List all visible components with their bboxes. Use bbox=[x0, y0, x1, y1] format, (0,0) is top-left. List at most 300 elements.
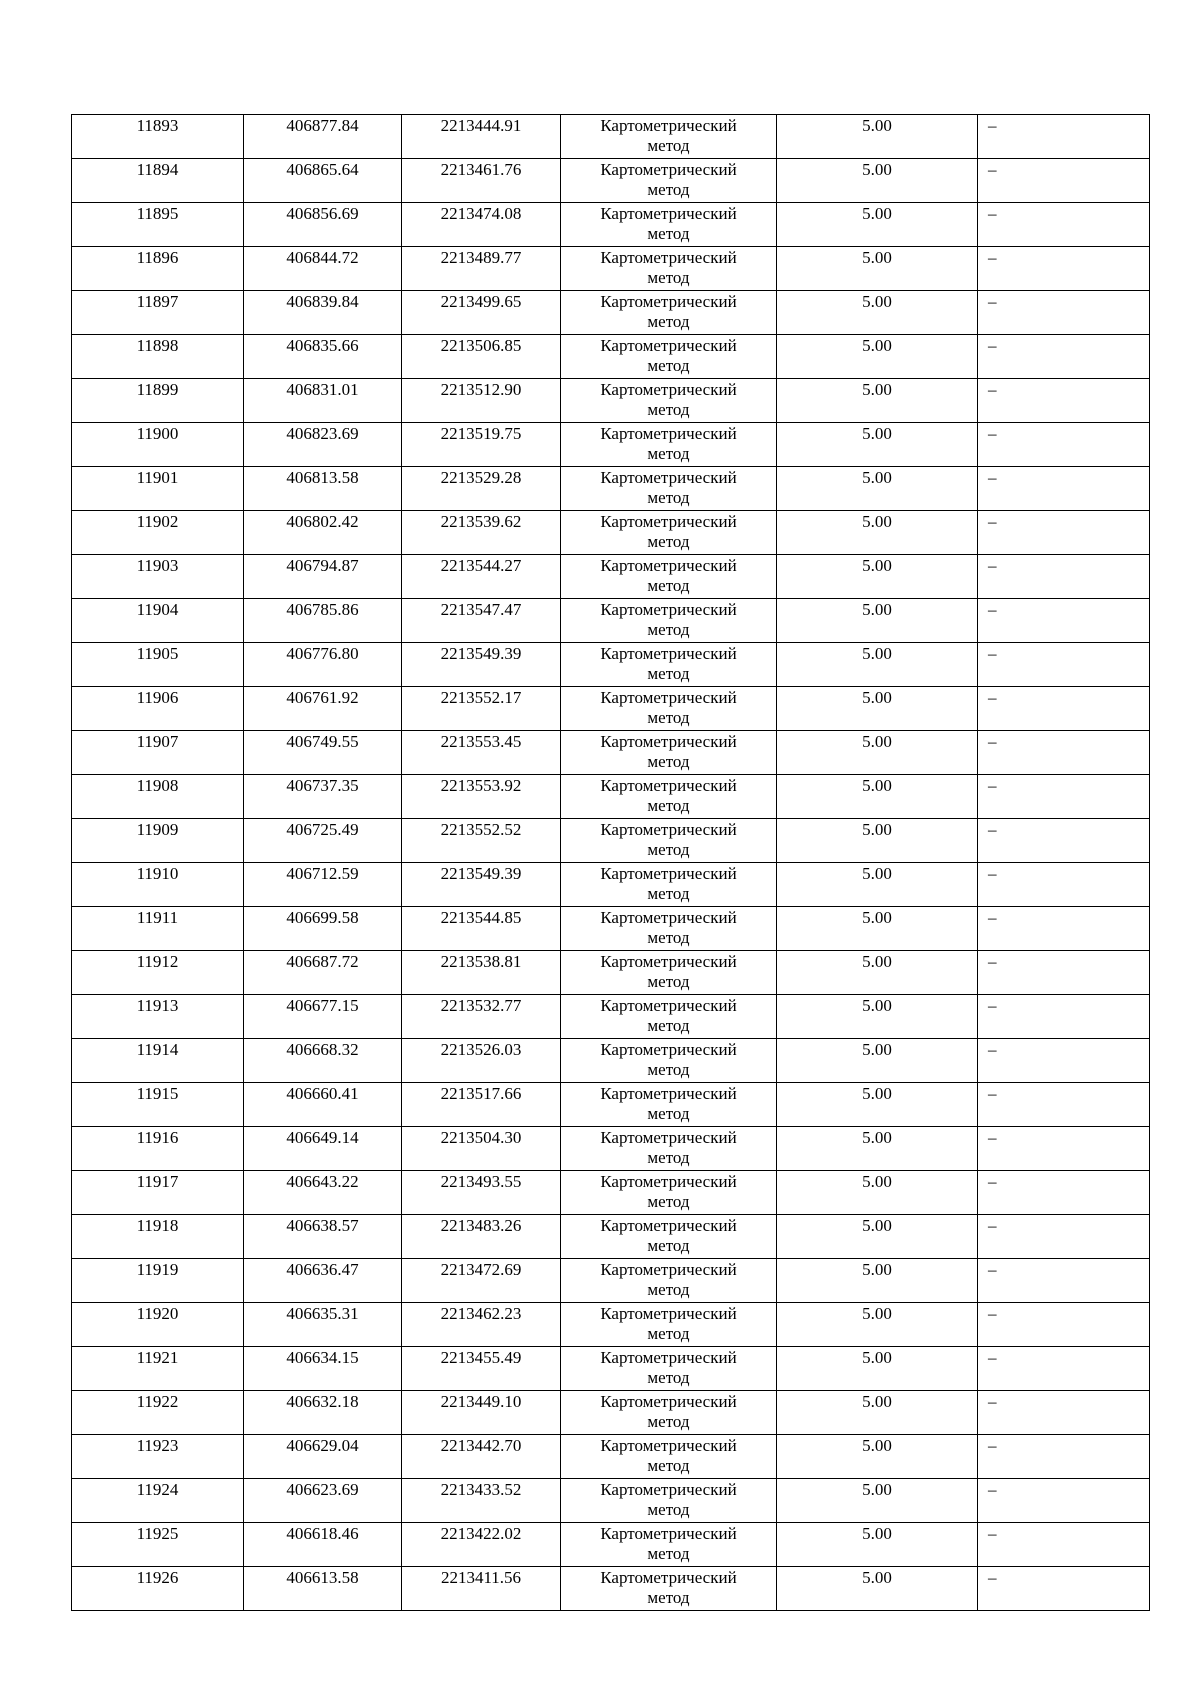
x-coordinate-cell: 406643.22 bbox=[244, 1171, 402, 1215]
note-cell: – bbox=[978, 1039, 1150, 1083]
method-line2: метод bbox=[647, 1456, 690, 1475]
method-line2: метод bbox=[647, 1236, 690, 1255]
method-cell bbox=[561, 1215, 777, 1259]
x-coordinate-cell: 406839.84 bbox=[244, 291, 402, 335]
x-coordinate-cell: 406649.14 bbox=[244, 1127, 402, 1171]
note-cell: – bbox=[978, 775, 1150, 819]
point-number-cell: 11913 bbox=[72, 995, 244, 1039]
point-number-cell: 11914 bbox=[72, 1039, 244, 1083]
method-cell bbox=[561, 511, 777, 555]
method-cell bbox=[561, 1259, 777, 1303]
method-line1: Картометрический bbox=[600, 556, 737, 575]
accuracy-cell: 5.00 bbox=[777, 1567, 978, 1611]
table-row bbox=[72, 467, 1150, 511]
point-number-cell: 11919 bbox=[72, 1259, 244, 1303]
point-number-cell: 11920 bbox=[72, 1303, 244, 1347]
table-row bbox=[72, 643, 1150, 687]
accuracy-cell: 5.00 bbox=[777, 115, 978, 159]
table-row bbox=[72, 291, 1150, 335]
method-cell bbox=[561, 247, 777, 291]
note-cell: – bbox=[978, 1567, 1150, 1611]
table-row bbox=[72, 687, 1150, 731]
method-line2: метод bbox=[647, 1412, 690, 1431]
method-line1: Картометрический bbox=[600, 732, 737, 751]
method-cell bbox=[561, 423, 777, 467]
table-row bbox=[72, 115, 1150, 159]
y-coordinate-cell: 2213529.28 bbox=[402, 467, 561, 511]
method-cell bbox=[561, 1083, 777, 1127]
table-row bbox=[72, 907, 1150, 951]
accuracy-cell: 5.00 bbox=[777, 247, 978, 291]
point-number-cell: 11915 bbox=[72, 1083, 244, 1127]
y-coordinate-cell: 2213549.39 bbox=[402, 643, 561, 687]
method-line2: метод bbox=[647, 532, 690, 551]
method-line1: Картометрический bbox=[600, 996, 737, 1015]
method-line1: Картометрический bbox=[600, 776, 737, 795]
x-coordinate-cell: 406660.41 bbox=[244, 1083, 402, 1127]
x-coordinate-cell: 406737.35 bbox=[244, 775, 402, 819]
method-line2: метод bbox=[647, 312, 690, 331]
method-line2: метод bbox=[647, 708, 690, 727]
table-row bbox=[72, 379, 1150, 423]
accuracy-cell: 5.00 bbox=[777, 1523, 978, 1567]
method-cell bbox=[561, 203, 777, 247]
point-number-cell: 11916 bbox=[72, 1127, 244, 1171]
y-coordinate-cell: 2213462.23 bbox=[402, 1303, 561, 1347]
x-coordinate-cell: 406823.69 bbox=[244, 423, 402, 467]
method-line1: Картометрический bbox=[600, 248, 737, 267]
method-cell bbox=[561, 555, 777, 599]
y-coordinate-cell: 2213472.69 bbox=[402, 1259, 561, 1303]
method-cell bbox=[561, 1347, 777, 1391]
x-coordinate-cell: 406677.15 bbox=[244, 995, 402, 1039]
note-cell: – bbox=[978, 863, 1150, 907]
point-number-cell: 11918 bbox=[72, 1215, 244, 1259]
accuracy-cell: 5.00 bbox=[777, 775, 978, 819]
table-row bbox=[72, 555, 1150, 599]
method-cell bbox=[561, 775, 777, 819]
y-coordinate-cell: 2213547.47 bbox=[402, 599, 561, 643]
point-number-cell: 11897 bbox=[72, 291, 244, 335]
method-line1: Картометрический bbox=[600, 1304, 737, 1323]
table-row bbox=[72, 863, 1150, 907]
x-coordinate-cell: 406835.66 bbox=[244, 335, 402, 379]
y-coordinate-cell: 2213499.65 bbox=[402, 291, 561, 335]
x-coordinate-cell: 406831.01 bbox=[244, 379, 402, 423]
method-cell bbox=[561, 115, 777, 159]
method-line2: метод bbox=[647, 1148, 690, 1167]
y-coordinate-cell: 2213552.17 bbox=[402, 687, 561, 731]
table-row bbox=[72, 819, 1150, 863]
accuracy-cell: 5.00 bbox=[777, 511, 978, 555]
method-cell bbox=[561, 863, 777, 907]
point-number-cell: 11905 bbox=[72, 643, 244, 687]
method-line2: метод bbox=[647, 928, 690, 947]
note-cell: – bbox=[978, 907, 1150, 951]
method-cell bbox=[561, 1479, 777, 1523]
method-line1: Картометрический bbox=[600, 1128, 737, 1147]
y-coordinate-cell: 2213442.70 bbox=[402, 1435, 561, 1479]
point-number-cell: 11903 bbox=[72, 555, 244, 599]
method-line2: метод bbox=[647, 752, 690, 771]
x-coordinate-cell: 406636.47 bbox=[244, 1259, 402, 1303]
method-line2: метод bbox=[647, 1544, 690, 1563]
table-row bbox=[72, 423, 1150, 467]
note-cell: – bbox=[978, 995, 1150, 1039]
accuracy-cell: 5.00 bbox=[777, 291, 978, 335]
x-coordinate-cell: 406856.69 bbox=[244, 203, 402, 247]
point-number-cell: 11923 bbox=[72, 1435, 244, 1479]
accuracy-cell: 5.00 bbox=[777, 863, 978, 907]
y-coordinate-cell: 2213553.92 bbox=[402, 775, 561, 819]
note-cell: – bbox=[978, 1171, 1150, 1215]
note-cell: – bbox=[978, 423, 1150, 467]
coordinates-table bbox=[71, 114, 1150, 1611]
method-line2: метод bbox=[647, 1368, 690, 1387]
table-row bbox=[72, 1303, 1150, 1347]
method-cell bbox=[561, 599, 777, 643]
y-coordinate-cell: 2213512.90 bbox=[402, 379, 561, 423]
y-coordinate-cell: 2213444.91 bbox=[402, 115, 561, 159]
table-row bbox=[72, 335, 1150, 379]
method-line1: Картометрический bbox=[600, 1480, 737, 1499]
note-cell: – bbox=[978, 1303, 1150, 1347]
point-number-cell: 11906 bbox=[72, 687, 244, 731]
method-line1: Картометрический bbox=[600, 424, 737, 443]
note-cell: – bbox=[978, 819, 1150, 863]
x-coordinate-cell: 406844.72 bbox=[244, 247, 402, 291]
accuracy-cell: 5.00 bbox=[777, 1391, 978, 1435]
method-line1: Картометрический bbox=[600, 864, 737, 883]
method-line2: метод bbox=[647, 136, 690, 155]
note-cell: – bbox=[978, 951, 1150, 995]
note-cell: – bbox=[978, 335, 1150, 379]
method-line1: Картометрический bbox=[600, 204, 737, 223]
x-coordinate-cell: 406877.84 bbox=[244, 115, 402, 159]
method-line1: Картометрический bbox=[600, 1436, 737, 1455]
method-line1: Картометрический bbox=[600, 952, 737, 971]
x-coordinate-cell: 406632.18 bbox=[244, 1391, 402, 1435]
method-line1: Картометрический bbox=[600, 1568, 737, 1587]
method-line1: Картометрический bbox=[600, 116, 737, 135]
method-line2: метод bbox=[647, 1280, 690, 1299]
method-line1: Картометрический bbox=[600, 644, 737, 663]
x-coordinate-cell: 406712.59 bbox=[244, 863, 402, 907]
accuracy-cell: 5.00 bbox=[777, 159, 978, 203]
table-row bbox=[72, 203, 1150, 247]
note-cell: – bbox=[978, 1435, 1150, 1479]
table-row bbox=[72, 1435, 1150, 1479]
accuracy-cell: 5.00 bbox=[777, 599, 978, 643]
point-number-cell: 11898 bbox=[72, 335, 244, 379]
method-cell bbox=[561, 995, 777, 1039]
note-cell: – bbox=[978, 511, 1150, 555]
note-cell: – bbox=[978, 555, 1150, 599]
method-line2: метод bbox=[647, 972, 690, 991]
note-cell: – bbox=[978, 203, 1150, 247]
point-number-cell: 11910 bbox=[72, 863, 244, 907]
accuracy-cell: 5.00 bbox=[777, 1479, 978, 1523]
method-line2: метод bbox=[647, 1016, 690, 1035]
point-number-cell: 11899 bbox=[72, 379, 244, 423]
y-coordinate-cell: 2213455.49 bbox=[402, 1347, 561, 1391]
accuracy-cell: 5.00 bbox=[777, 1127, 978, 1171]
accuracy-cell: 5.00 bbox=[777, 907, 978, 951]
note-cell: – bbox=[978, 1523, 1150, 1567]
method-line2: метод bbox=[647, 884, 690, 903]
accuracy-cell: 5.00 bbox=[777, 1303, 978, 1347]
x-coordinate-cell: 406865.64 bbox=[244, 159, 402, 203]
method-line2: метод bbox=[647, 1588, 690, 1607]
accuracy-cell: 5.00 bbox=[777, 555, 978, 599]
point-number-cell: 11912 bbox=[72, 951, 244, 995]
x-coordinate-cell: 406725.49 bbox=[244, 819, 402, 863]
accuracy-cell: 5.00 bbox=[777, 1083, 978, 1127]
accuracy-cell: 5.00 bbox=[777, 1171, 978, 1215]
table-row bbox=[72, 775, 1150, 819]
y-coordinate-cell: 2213549.39 bbox=[402, 863, 561, 907]
accuracy-cell: 5.00 bbox=[777, 1039, 978, 1083]
accuracy-cell: 5.00 bbox=[777, 951, 978, 995]
point-number-cell: 11917 bbox=[72, 1171, 244, 1215]
method-line2: метод bbox=[647, 796, 690, 815]
y-coordinate-cell: 2213517.66 bbox=[402, 1083, 561, 1127]
method-line2: метод bbox=[647, 488, 690, 507]
y-coordinate-cell: 2213506.85 bbox=[402, 335, 561, 379]
table-row bbox=[72, 1083, 1150, 1127]
method-line1: Картометрический bbox=[600, 1172, 737, 1191]
table-row bbox=[72, 1479, 1150, 1523]
note-cell: – bbox=[978, 1215, 1150, 1259]
table-row bbox=[72, 511, 1150, 555]
accuracy-cell: 5.00 bbox=[777, 687, 978, 731]
accuracy-cell: 5.00 bbox=[777, 203, 978, 247]
y-coordinate-cell: 2213474.08 bbox=[402, 203, 561, 247]
method-line1: Картометрический bbox=[600, 336, 737, 355]
method-line1: Картометрический bbox=[600, 1216, 737, 1235]
method-cell bbox=[561, 1039, 777, 1083]
point-number-cell: 11921 bbox=[72, 1347, 244, 1391]
method-cell bbox=[561, 643, 777, 687]
note-cell: – bbox=[978, 687, 1150, 731]
method-line2: метод bbox=[647, 268, 690, 287]
method-cell bbox=[561, 1435, 777, 1479]
note-cell: – bbox=[978, 159, 1150, 203]
method-line2: метод bbox=[647, 620, 690, 639]
y-coordinate-cell: 2213461.76 bbox=[402, 159, 561, 203]
method-line1: Картометрический bbox=[600, 600, 737, 619]
note-cell: – bbox=[978, 1479, 1150, 1523]
method-cell bbox=[561, 819, 777, 863]
y-coordinate-cell: 2213449.10 bbox=[402, 1391, 561, 1435]
point-number-cell: 11925 bbox=[72, 1523, 244, 1567]
table-row bbox=[72, 1171, 1150, 1215]
x-coordinate-cell: 406618.46 bbox=[244, 1523, 402, 1567]
method-line1: Картометрический bbox=[600, 820, 737, 839]
y-coordinate-cell: 2213411.56 bbox=[402, 1567, 561, 1611]
y-coordinate-cell: 2213544.85 bbox=[402, 907, 561, 951]
note-cell: – bbox=[978, 247, 1150, 291]
accuracy-cell: 5.00 bbox=[777, 467, 978, 511]
y-coordinate-cell: 2213538.81 bbox=[402, 951, 561, 995]
document-page bbox=[71, 114, 1149, 1611]
method-line2: метод bbox=[647, 224, 690, 243]
method-line1: Картометрический bbox=[600, 380, 737, 399]
point-number-cell: 11926 bbox=[72, 1567, 244, 1611]
method-line1: Картометрический bbox=[600, 512, 737, 531]
method-cell bbox=[561, 1127, 777, 1171]
method-line2: метод bbox=[647, 444, 690, 463]
method-line2: метод bbox=[647, 840, 690, 859]
method-line2: метод bbox=[647, 1104, 690, 1123]
method-line2: метод bbox=[647, 1324, 690, 1343]
method-line1: Картометрический bbox=[600, 908, 737, 927]
y-coordinate-cell: 2213544.27 bbox=[402, 555, 561, 599]
y-coordinate-cell: 2213483.26 bbox=[402, 1215, 561, 1259]
method-line1: Картометрический bbox=[600, 292, 737, 311]
y-coordinate-cell: 2213422.02 bbox=[402, 1523, 561, 1567]
table-row bbox=[72, 731, 1150, 775]
accuracy-cell: 5.00 bbox=[777, 995, 978, 1039]
method-cell bbox=[561, 291, 777, 335]
x-coordinate-cell: 406761.92 bbox=[244, 687, 402, 731]
accuracy-cell: 5.00 bbox=[777, 1435, 978, 1479]
point-number-cell: 11924 bbox=[72, 1479, 244, 1523]
point-number-cell: 11902 bbox=[72, 511, 244, 555]
accuracy-cell: 5.00 bbox=[777, 731, 978, 775]
method-line2: метод bbox=[647, 576, 690, 595]
point-number-cell: 11907 bbox=[72, 731, 244, 775]
method-line1: Картометрический bbox=[600, 1392, 737, 1411]
method-cell bbox=[561, 1567, 777, 1611]
point-number-cell: 11894 bbox=[72, 159, 244, 203]
method-line2: метод bbox=[647, 664, 690, 683]
accuracy-cell: 5.00 bbox=[777, 643, 978, 687]
x-coordinate-cell: 406794.87 bbox=[244, 555, 402, 599]
note-cell: – bbox=[978, 1391, 1150, 1435]
method-cell bbox=[561, 1391, 777, 1435]
accuracy-cell: 5.00 bbox=[777, 1347, 978, 1391]
x-coordinate-cell: 406613.58 bbox=[244, 1567, 402, 1611]
method-line2: метод bbox=[647, 1500, 690, 1519]
method-line2: метод bbox=[647, 1192, 690, 1211]
point-number-cell: 11911 bbox=[72, 907, 244, 951]
x-coordinate-cell: 406635.31 bbox=[244, 1303, 402, 1347]
y-coordinate-cell: 2213552.52 bbox=[402, 819, 561, 863]
x-coordinate-cell: 406785.86 bbox=[244, 599, 402, 643]
x-coordinate-cell: 406668.32 bbox=[244, 1039, 402, 1083]
point-number-cell: 11896 bbox=[72, 247, 244, 291]
table-row bbox=[72, 995, 1150, 1039]
method-line1: Картометрический bbox=[600, 1084, 737, 1103]
method-cell bbox=[561, 907, 777, 951]
method-line2: метод bbox=[647, 180, 690, 199]
note-cell: – bbox=[978, 643, 1150, 687]
method-line1: Картометрический bbox=[600, 1348, 737, 1367]
method-line1: Картометрический bbox=[600, 160, 737, 179]
table-row bbox=[72, 1391, 1150, 1435]
note-cell: – bbox=[978, 115, 1150, 159]
point-number-cell: 11908 bbox=[72, 775, 244, 819]
x-coordinate-cell: 406623.69 bbox=[244, 1479, 402, 1523]
note-cell: – bbox=[978, 1347, 1150, 1391]
y-coordinate-cell: 2213519.75 bbox=[402, 423, 561, 467]
point-number-cell: 11901 bbox=[72, 467, 244, 511]
table-row bbox=[72, 1567, 1150, 1611]
method-line1: Картометрический bbox=[600, 468, 737, 487]
method-line1: Картометрический bbox=[600, 688, 737, 707]
accuracy-cell: 5.00 bbox=[777, 1215, 978, 1259]
accuracy-cell: 5.00 bbox=[777, 423, 978, 467]
method-cell bbox=[561, 335, 777, 379]
note-cell: – bbox=[978, 599, 1150, 643]
accuracy-cell: 5.00 bbox=[777, 335, 978, 379]
method-cell bbox=[561, 951, 777, 995]
note-cell: – bbox=[978, 1083, 1150, 1127]
x-coordinate-cell: 406638.57 bbox=[244, 1215, 402, 1259]
method-line2: метод bbox=[647, 356, 690, 375]
method-cell bbox=[561, 1171, 777, 1215]
point-number-cell: 11900 bbox=[72, 423, 244, 467]
table-body bbox=[72, 115, 1150, 1611]
y-coordinate-cell: 2213433.52 bbox=[402, 1479, 561, 1523]
method-cell bbox=[561, 1303, 777, 1347]
y-coordinate-cell: 2213504.30 bbox=[402, 1127, 561, 1171]
point-number-cell: 11895 bbox=[72, 203, 244, 247]
table-row bbox=[72, 1215, 1150, 1259]
x-coordinate-cell: 406749.55 bbox=[244, 731, 402, 775]
note-cell: – bbox=[978, 467, 1150, 511]
y-coordinate-cell: 2213493.55 bbox=[402, 1171, 561, 1215]
table-row bbox=[72, 159, 1150, 203]
method-cell bbox=[561, 379, 777, 423]
accuracy-cell: 5.00 bbox=[777, 379, 978, 423]
table-row bbox=[72, 1127, 1150, 1171]
x-coordinate-cell: 406813.58 bbox=[244, 467, 402, 511]
x-coordinate-cell: 406776.80 bbox=[244, 643, 402, 687]
method-line1: Картометрический bbox=[600, 1040, 737, 1059]
method-cell bbox=[561, 467, 777, 511]
note-cell: – bbox=[978, 1127, 1150, 1171]
x-coordinate-cell: 406687.72 bbox=[244, 951, 402, 995]
table-row bbox=[72, 951, 1150, 995]
accuracy-cell: 5.00 bbox=[777, 819, 978, 863]
table-row bbox=[72, 599, 1150, 643]
note-cell: – bbox=[978, 291, 1150, 335]
note-cell: – bbox=[978, 731, 1150, 775]
table-row bbox=[72, 1523, 1150, 1567]
y-coordinate-cell: 2213553.45 bbox=[402, 731, 561, 775]
table-row bbox=[72, 1259, 1150, 1303]
method-line1: Картометрический bbox=[600, 1260, 737, 1279]
note-cell: – bbox=[978, 379, 1150, 423]
method-cell bbox=[561, 731, 777, 775]
point-number-cell: 11922 bbox=[72, 1391, 244, 1435]
method-line1: Картометрический bbox=[600, 1524, 737, 1543]
y-coordinate-cell: 2213526.03 bbox=[402, 1039, 561, 1083]
table-row bbox=[72, 1347, 1150, 1391]
table-row bbox=[72, 247, 1150, 291]
point-number-cell: 11904 bbox=[72, 599, 244, 643]
note-cell: – bbox=[978, 1259, 1150, 1303]
accuracy-cell: 5.00 bbox=[777, 1259, 978, 1303]
method-cell bbox=[561, 687, 777, 731]
method-line2: метод bbox=[647, 1060, 690, 1079]
point-number-cell: 11909 bbox=[72, 819, 244, 863]
table-row bbox=[72, 1039, 1150, 1083]
x-coordinate-cell: 406699.58 bbox=[244, 907, 402, 951]
y-coordinate-cell: 2213539.62 bbox=[402, 511, 561, 555]
